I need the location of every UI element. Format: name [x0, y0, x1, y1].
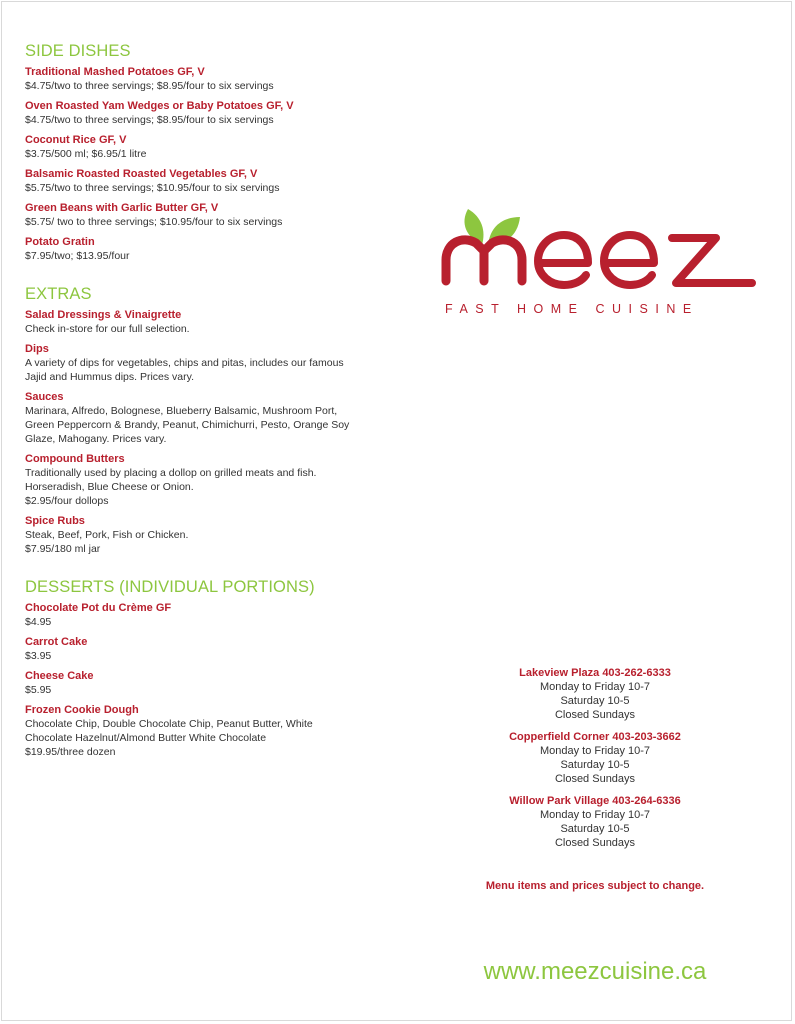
item-title: Coconut Rice — [25, 134, 96, 146]
item-name — [25, 452, 385, 466]
item-description: Horseradish, Blue Cheese or Onion. — [25, 481, 194, 493]
side-dishes-list — [25, 65, 385, 263]
section-heading: EXTRAS — [25, 285, 92, 303]
item-title: Oven Roasted Yam Wedges or Baby Potatoes — [25, 100, 264, 112]
locations-list — [440, 666, 750, 858]
item-name — [25, 342, 385, 356]
item-description: $2.95/four dollops — [25, 495, 109, 507]
item-description: $4.95 — [25, 616, 52, 628]
item-name — [25, 235, 385, 249]
store-location — [440, 794, 750, 850]
item-name — [25, 390, 385, 404]
item-name — [25, 133, 385, 147]
menu-item — [25, 308, 385, 336]
side-dishes-section — [25, 42, 385, 263]
item-description: Marinara, Alfredo, Bolognese, Blueberry Balsamic, Mushroom Port, — [25, 405, 338, 417]
item-title: Frozen Cookie Dough — [25, 704, 139, 716]
item-name — [25, 167, 385, 181]
item-name — [25, 601, 385, 615]
brand-tagline: FAST HOME CUISINE — [445, 302, 699, 316]
item-description: Steak, Beef, Pork, Fish or Chicken. — [25, 529, 189, 541]
dietary-tag: GF — [155, 602, 172, 614]
item-title: Traditional Mashed Potatoes — [25, 66, 175, 78]
desserts-list — [25, 601, 385, 759]
item-description: $3.75/500 ml; $6.95/1 litre — [25, 148, 147, 160]
section-heading: SIDE DISHES — [25, 42, 131, 60]
item-name — [25, 514, 385, 528]
store-location — [440, 730, 750, 786]
item-title: Green Beans with Garlic Butter — [25, 202, 188, 214]
location-hours: Monday to Friday 10-7 — [539, 745, 651, 757]
item-description: $4.75/two to three servings; $8.95/four to six servings — [25, 114, 274, 126]
item-name — [25, 99, 385, 113]
item-name — [25, 65, 385, 79]
location-hours: Closed Sundays — [554, 773, 636, 785]
item-description: $5.75/two to three servings; $10.95/four to six servings — [25, 182, 280, 194]
item-description: $19.95/three dozen — [25, 746, 116, 758]
item-name — [25, 201, 385, 215]
website-link[interactable]: www.meezcuisine.ca — [483, 958, 707, 985]
extras-section — [25, 285, 385, 556]
menu-item — [25, 635, 385, 663]
menu-item — [25, 133, 385, 161]
item-title: Potato Gratin — [25, 236, 95, 248]
extras-list — [25, 308, 385, 556]
menu-item — [25, 703, 385, 759]
item-description: $7.95/two; $13.95/four — [25, 250, 130, 262]
item-description: $7.95/180 ml jar — [25, 543, 101, 555]
store-location — [440, 666, 750, 722]
menu-item — [25, 235, 385, 263]
item-description: $4.75/two to three servings; $8.95/four to six servings — [25, 80, 274, 92]
dietary-tag: GF, V — [177, 66, 205, 78]
item-title: Carrot Cake — [25, 636, 88, 648]
menu-item — [25, 452, 385, 508]
location-hours: Saturday 10-5 — [560, 823, 630, 835]
menu-item — [25, 99, 385, 127]
menu-item — [25, 514, 385, 556]
item-description: Check in-store for our full selection. — [25, 323, 190, 335]
item-description: Traditionally used by placing a dollop on grilled meats and fish. — [25, 467, 317, 479]
item-title: Sauces — [25, 391, 64, 403]
item-name — [25, 669, 385, 683]
item-description: Green Peppercorn & Brandy, Peanut, Chimichurri, Pesto, Orange Soy — [25, 419, 350, 431]
dietary-tag: GF, V — [98, 134, 127, 146]
item-description: $5.75/ two to three servings; $10.95/four to six servings — [25, 216, 283, 228]
item-title: Spice Rubs — [25, 515, 85, 527]
dietary-tag: GF, V — [190, 202, 219, 214]
menu-item — [25, 342, 385, 384]
item-title: Dips — [25, 343, 49, 355]
item-description: $3.95 — [25, 650, 52, 662]
menu-item — [25, 669, 385, 697]
item-name — [25, 703, 385, 717]
section-heading: DESSERTS (INDIVIDUAL PORTIONS) — [25, 578, 315, 596]
menu-item — [25, 201, 385, 229]
dietary-tag: GF, V — [266, 100, 294, 112]
location-hours: Saturday 10-5 — [560, 695, 630, 707]
item-title: Salad Dressings & Vinaigrette — [25, 309, 182, 321]
item-title: Chocolate Pot du Crème — [25, 602, 153, 614]
location-name-phone: Lakeview Plaza 403-262-6333 — [519, 667, 671, 679]
location-hours: Closed Sundays — [554, 709, 636, 721]
location-hours: Monday to Friday 10-7 — [539, 809, 651, 821]
item-name — [25, 308, 385, 322]
dietary-tag: GF, V — [229, 168, 258, 180]
item-description: Chocolate Chip, Double Chocolate Chip, Peanut Butter, White — [25, 718, 313, 730]
menu-item — [25, 390, 385, 446]
menu-column — [25, 42, 385, 765]
item-description: Jajid and Hummus dips. Prices vary. — [25, 371, 195, 383]
location-name-phone: Copperfield Corner 403-203-3662 — [509, 731, 681, 743]
item-description: $5.95 — [25, 684, 52, 696]
desserts-section — [25, 578, 385, 759]
location-hours: Closed Sundays — [554, 837, 636, 849]
location-hours: Monday to Friday 10-7 — [539, 681, 651, 693]
item-description: A variety of dips for vegetables, chips and pitas, includes our famous — [25, 357, 344, 369]
item-title: Cheese Cake — [25, 670, 94, 682]
disclaimer: Menu items and prices subject to change. — [485, 880, 705, 892]
item-description: Glaze, Mahogany. Prices vary. — [25, 433, 167, 445]
location-hours: Saturday 10-5 — [560, 759, 630, 771]
meez-logo-mark — [440, 205, 760, 300]
item-title: Compound Butters — [25, 453, 125, 465]
item-description: Chocolate Hazelnut/Almond Butter White Chocolate — [25, 732, 267, 744]
menu-item — [25, 601, 385, 629]
menu-item — [25, 65, 385, 93]
item-title: Balsamic Roasted Roasted Vegetables — [25, 168, 227, 180]
menu-item — [25, 167, 385, 195]
logo-word: meez — [440, 205, 443, 206]
location-name-phone: Willow Park Village 403-264-6336 — [509, 795, 681, 807]
item-name — [25, 635, 385, 649]
